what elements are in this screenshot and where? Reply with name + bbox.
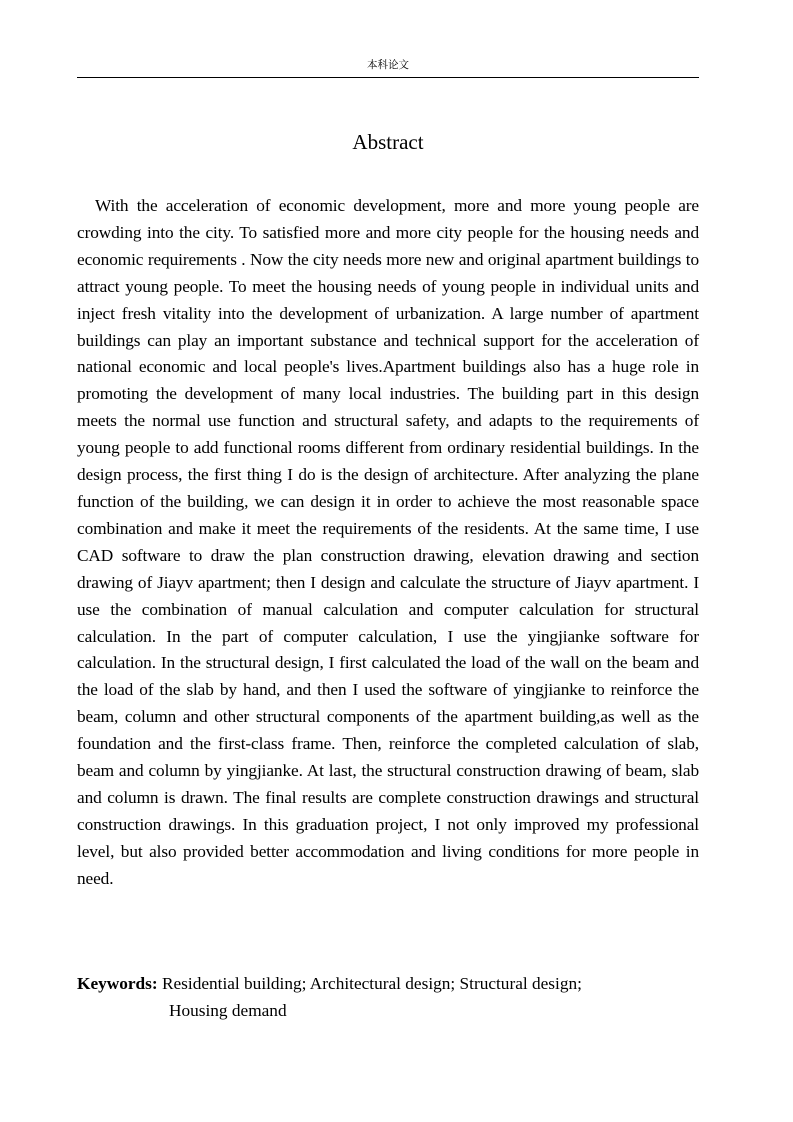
keywords-section [77, 970, 699, 1024]
keywords-label: Keywords: [77, 974, 158, 993]
keywords-line1: Residential building; Architectural design; Structural design; [161, 974, 582, 993]
keywords-line2: Housing demand [169, 1001, 287, 1020]
header-text: 本科论文 [367, 59, 409, 71]
abstract-title: Abstract [352, 130, 424, 154]
page-header [77, 55, 699, 78]
abstract-body: With the acceleration of economic development, more and more young people are crowding into the city. To satisfied more and more city people for the housing needs and economic requirements . Now the city needs more new and original apartment buildings to attract young people. To meet the housing needs of young people in individual units and inject fresh vitality into the development of urbanization. A large number of apartment buildings can play an important substance and technical support for the acceleration of national economic and local people's lives.Apartment buildings also has a huge role in promoting the development of many local industries. The building part in this design meets the normal use function and structural safety, and adapts to the requirements of young people to add functional rooms different from ordinary residential buildings. In the design process, the first thing I do is the design of architecture. After analyzing the plane function of the building, we can design it in order to achieve the most reasonable space combination and make it meet the requirements of the residents. At the same time, I use CAD software to draw the plan construction drawing, elevation drawing and section drawing of Jiayv apartment; then I design and calculate the structure of Jiayv apartment. I use the combination of manual calculation and computer calculation for structural calculation. In the part of computer calculation, I use the yingjianke software for calculation. In the structural design, I first calculated the load of the wall on the beam and the load of the slab by hand, and then I used the software of yingjianke to reinforce the beam, column and other structural components of the apartment building,as well as the foundation and the first-class frame. Then, reinforce the completed calculation of slab, beam and column by yingjianke. At last, the structural construction drawing of beam, slab and column is drawn. The final results are complete construction drawings and structural construction drawings. In this graduation project, I not only improved my professional level, but also provided better accommodation and living conditions for more people in need. [77, 196, 699, 888]
